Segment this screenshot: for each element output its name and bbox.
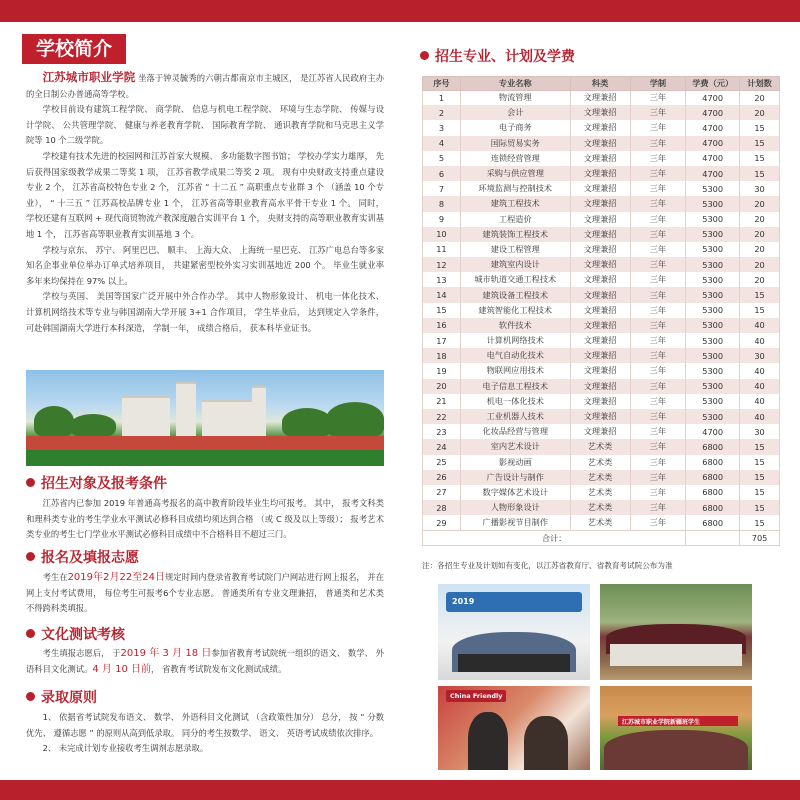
cell-major: 物流管理 bbox=[460, 90, 570, 105]
cell-major: 电子信息工程技术 bbox=[460, 379, 570, 394]
cell-category: 文理兼招 bbox=[570, 424, 630, 439]
cell-category: 文理兼招 bbox=[570, 242, 630, 257]
apply-paragraph bbox=[26, 570, 384, 617]
cell-category: 艺术类 bbox=[570, 515, 630, 530]
cell-duration: 三年 bbox=[630, 394, 686, 409]
cell-category: 文理兼招 bbox=[570, 394, 630, 409]
cell-category: 文理兼招 bbox=[570, 272, 630, 287]
apply-pre: 考生在 bbox=[42, 572, 68, 582]
cell-category: 艺术类 bbox=[570, 455, 630, 470]
table-row bbox=[423, 166, 780, 181]
cell-duration: 三年 bbox=[630, 515, 686, 530]
cell-number: 25 bbox=[423, 455, 461, 470]
cell-duration: 三年 bbox=[630, 196, 686, 211]
cell-tuition: 5300 bbox=[686, 379, 740, 394]
cell-quota: 15 bbox=[740, 515, 780, 530]
cell-duration: 三年 bbox=[630, 409, 686, 424]
cell-tuition: 4700 bbox=[686, 151, 740, 166]
table-row bbox=[423, 212, 780, 227]
photo-makeup-class bbox=[438, 686, 590, 770]
cell-category: 文理兼招 bbox=[570, 181, 630, 196]
cell-duration: 三年 bbox=[630, 272, 686, 287]
cell-tuition: 6800 bbox=[686, 500, 740, 515]
cell-number: 5 bbox=[423, 151, 461, 166]
intro-paragraph-1 bbox=[26, 70, 384, 102]
cell-tuition: 5300 bbox=[686, 272, 740, 287]
cell-number: 23 bbox=[423, 424, 461, 439]
cell-category: 文理兼招 bbox=[570, 90, 630, 105]
intro-paragraph-2: 学校目前设有建筑工程学院、 商学院、 信息与机电工程学院、 环境与生态学院、 传媒与设计学院、 公共管理学院、 健康与养老教育学院、 国际教育学院、 通识教育学院和马克思主义学院等 10 个二级学院。 bbox=[26, 104, 384, 146]
cell-duration: 三年 bbox=[630, 120, 686, 135]
cell-number: 10 bbox=[423, 227, 461, 242]
cell-major: 建筑智能化工程技术 bbox=[460, 303, 570, 318]
cell-category: 文理兼招 bbox=[570, 257, 630, 272]
cell-tuition: 6800 bbox=[686, 485, 740, 500]
cell-quota: 40 bbox=[740, 379, 780, 394]
table-row bbox=[423, 242, 780, 257]
cell-major: 建筑装饰工程技术 bbox=[460, 227, 570, 242]
cell-duration: 三年 bbox=[630, 181, 686, 196]
cell-quota: 20 bbox=[740, 227, 780, 242]
cell-tuition: 6800 bbox=[686, 455, 740, 470]
intro-title: 学校简介 bbox=[22, 34, 126, 64]
cell-major: 环境监测与控制技术 bbox=[460, 181, 570, 196]
cell-major: 工程造价 bbox=[460, 212, 570, 227]
exam-post: ， 省教育考试院发布文化测试成绩。 bbox=[151, 663, 287, 674]
table-row bbox=[423, 500, 780, 515]
cell-quota: 15 bbox=[740, 136, 780, 151]
table-row bbox=[423, 470, 780, 485]
cell-quota: 40 bbox=[740, 318, 780, 333]
cell-major: 广告设计与制作 bbox=[460, 470, 570, 485]
cell-tuition: 6800 bbox=[686, 470, 740, 485]
cell-duration: 三年 bbox=[630, 439, 686, 454]
admission-rule-1: 1、 依据省考试院发布语文、 数学、 外语科目文化测试 （含政策性加分） 总分， 按 “ 分数优先、 遵循志愿 ” 的原则从高到低录取。 同分的考生按数学、 语文、 英语考试成绩依次排序。 bbox=[26, 712, 384, 738]
cell-major: 广播影视节目制作 bbox=[460, 515, 570, 530]
cell-tuition: 5300 bbox=[686, 363, 740, 378]
cell-tuition: 4700 bbox=[686, 105, 740, 120]
apply-date: 2019年2月22至24日 bbox=[67, 572, 166, 583]
bullet-icon bbox=[420, 51, 429, 60]
cell-major: 计算机网络技术 bbox=[460, 333, 570, 348]
cell-duration: 三年 bbox=[630, 257, 686, 272]
cell-number: 16 bbox=[423, 318, 461, 333]
header-quota: 计划数 bbox=[740, 77, 780, 91]
header-duration: 学制 bbox=[630, 77, 686, 91]
cell-quota: 40 bbox=[740, 333, 780, 348]
cell-major: 人物形象设计 bbox=[460, 500, 570, 515]
table-row bbox=[423, 272, 780, 287]
apply-post: 规定时间内登录省教育考试院门户网站进行网上报名， 并在网上支付考试费用， 每位考生可报考6个专业志愿。 普通类所有专业文理兼招， 普通类和艺术类不得跨科类填报。 bbox=[26, 572, 384, 614]
table-row bbox=[423, 455, 780, 470]
cell-number: 19 bbox=[423, 363, 461, 378]
cell-duration: 三年 bbox=[630, 166, 686, 181]
admission-title: 录取原则 bbox=[41, 690, 97, 706]
cell-category: 文理兼招 bbox=[570, 287, 630, 302]
cell-number: 17 bbox=[423, 333, 461, 348]
cell-duration: 三年 bbox=[630, 151, 686, 166]
cell-number: 21 bbox=[423, 394, 461, 409]
header-category: 科类 bbox=[570, 77, 630, 91]
cell-quota: 15 bbox=[740, 303, 780, 318]
cell-category: 艺术类 bbox=[570, 439, 630, 454]
cell-duration: 三年 bbox=[630, 348, 686, 363]
cell-duration: 三年 bbox=[630, 470, 686, 485]
exam-mid: 参加省教育考试院统一组织的语文、 数学、 外语科目文化测试。 bbox=[26, 648, 384, 674]
table-row bbox=[423, 257, 780, 272]
cell-tuition: 5300 bbox=[686, 287, 740, 302]
targets-heading bbox=[26, 474, 167, 494]
enrollment-plan-table bbox=[422, 76, 780, 546]
table-row bbox=[423, 485, 780, 500]
cell-number: 4 bbox=[423, 136, 461, 151]
cell-tuition: 5300 bbox=[686, 212, 740, 227]
cell-major: 物联网应用技术 bbox=[460, 363, 570, 378]
cell-major: 建设工程管理 bbox=[460, 242, 570, 257]
cell-major: 国际贸易实务 bbox=[460, 136, 570, 151]
cell-tuition: 5300 bbox=[686, 303, 740, 318]
cell-tuition: 4700 bbox=[686, 120, 740, 135]
cell-quota: 20 bbox=[740, 196, 780, 211]
bullet-icon bbox=[26, 478, 35, 487]
cell-duration: 三年 bbox=[630, 379, 686, 394]
photo-banner-text-4: 江苏城市职业学院新疆班学生 bbox=[622, 719, 701, 726]
cell-quota: 20 bbox=[740, 105, 780, 120]
table-row bbox=[423, 196, 780, 211]
cell-category: 文理兼招 bbox=[570, 363, 630, 378]
table-row bbox=[423, 424, 780, 439]
cell-number: 1 bbox=[423, 90, 461, 105]
cell-quota: 40 bbox=[740, 409, 780, 424]
cell-tuition: 6800 bbox=[686, 515, 740, 530]
cell-category: 文理兼招 bbox=[570, 120, 630, 135]
cell-major: 城市轨道交通工程技术 bbox=[460, 272, 570, 287]
cell-duration: 三年 bbox=[630, 242, 686, 257]
admission-heading bbox=[26, 688, 97, 708]
targets-paragraph: 江苏省内已参加 2019 年普通高考报名的高中教育阶段毕业生均可报考。 其中， 报考文科类和理科类专业的考生学业水平测试必修科目成绩均须达到合格 （或 C 级及以上等级）； 报考艺术类专业的考生七门学业水平测试必修科目成绩中不合格科目不超过三门。 bbox=[26, 498, 384, 540]
cell-number: 29 bbox=[423, 515, 461, 530]
plan-title: 招生专业、计划及学费 bbox=[435, 49, 575, 65]
top-band bbox=[0, 0, 800, 22]
cell-major: 连锁经营管理 bbox=[460, 151, 570, 166]
cell-number: 20 bbox=[423, 379, 461, 394]
apply-title: 报名及填报志愿 bbox=[41, 550, 139, 566]
table-row bbox=[423, 151, 780, 166]
cell-major: 机电一体化技术 bbox=[460, 394, 570, 409]
bullet-icon bbox=[26, 552, 35, 561]
cell-tuition: 4700 bbox=[686, 136, 740, 151]
targets-text bbox=[26, 496, 384, 543]
total-label: 合计： bbox=[423, 530, 686, 545]
cell-major: 电气自动化技术 bbox=[460, 348, 570, 363]
cell-category: 文理兼招 bbox=[570, 105, 630, 120]
table-row bbox=[423, 363, 780, 378]
cell-duration: 三年 bbox=[630, 485, 686, 500]
table-row bbox=[423, 136, 780, 151]
cell-major: 数字媒体艺术设计 bbox=[460, 485, 570, 500]
exam-result-date: 4 月 10 日前 bbox=[92, 663, 152, 675]
cell-number: 28 bbox=[423, 500, 461, 515]
table-row bbox=[423, 394, 780, 409]
header-major: 专业名称 bbox=[460, 77, 570, 91]
cell-duration: 三年 bbox=[630, 90, 686, 105]
table-row bbox=[423, 348, 780, 363]
cell-tuition: 5300 bbox=[686, 394, 740, 409]
cell-major: 工业机器人技术 bbox=[460, 409, 570, 424]
table-row bbox=[423, 318, 780, 333]
bullet-icon bbox=[26, 629, 35, 638]
header-tuition: 学费（元） bbox=[686, 77, 740, 91]
cell-quota: 20 bbox=[740, 212, 780, 227]
cell-number: 12 bbox=[423, 257, 461, 272]
cell-quota: 15 bbox=[740, 485, 780, 500]
exam-paragraph bbox=[26, 646, 384, 677]
cell-quota: 15 bbox=[740, 455, 780, 470]
bottom-band bbox=[0, 780, 800, 800]
cell-tuition: 6800 bbox=[686, 439, 740, 454]
exam-date: 2019 年 3 月 18 日 bbox=[120, 648, 212, 659]
table-total-row bbox=[423, 530, 780, 545]
cell-number: 24 bbox=[423, 439, 461, 454]
cell-duration: 三年 bbox=[630, 424, 686, 439]
cell-duration: 三年 bbox=[630, 303, 686, 318]
cell-category: 文理兼招 bbox=[570, 166, 630, 181]
cell-quota: 15 bbox=[740, 439, 780, 454]
cell-quota: 30 bbox=[740, 181, 780, 196]
campus-photo bbox=[26, 370, 384, 466]
cell-tuition: 5300 bbox=[686, 409, 740, 424]
cell-major: 建筑工程技术 bbox=[460, 196, 570, 211]
cell-quota: 20 bbox=[740, 242, 780, 257]
cell-number: 14 bbox=[423, 287, 461, 302]
targets-title: 招生对象及报考条件 bbox=[41, 476, 167, 492]
cell-major: 化妆品经营与管理 bbox=[460, 424, 570, 439]
cell-category: 文理兼招 bbox=[570, 227, 630, 242]
cell-quota: 15 bbox=[740, 500, 780, 515]
cell-category: 艺术类 bbox=[570, 500, 630, 515]
table-row bbox=[423, 181, 780, 196]
cell-quota: 30 bbox=[740, 424, 780, 439]
cell-duration: 三年 bbox=[630, 212, 686, 227]
cell-number: 26 bbox=[423, 470, 461, 485]
cell-tuition: 5300 bbox=[686, 257, 740, 272]
cell-tuition: 4700 bbox=[686, 90, 740, 105]
cell-category: 文理兼招 bbox=[570, 409, 630, 424]
cell-number: 22 bbox=[423, 409, 461, 424]
cell-number: 7 bbox=[423, 181, 461, 196]
cell-category: 文理兼招 bbox=[570, 333, 630, 348]
cell-number: 15 bbox=[423, 303, 461, 318]
cell-category: 文理兼招 bbox=[570, 136, 630, 151]
cell-duration: 三年 bbox=[630, 227, 686, 242]
cell-tuition: 5300 bbox=[686, 196, 740, 211]
cell-category: 文理兼招 bbox=[570, 303, 630, 318]
cell-number: 18 bbox=[423, 348, 461, 363]
total-value: 705 bbox=[740, 530, 780, 545]
cell-quota: 40 bbox=[740, 394, 780, 409]
cell-tuition: 5300 bbox=[686, 348, 740, 363]
table-row bbox=[423, 333, 780, 348]
cell-quota: 15 bbox=[740, 151, 780, 166]
cell-number: 11 bbox=[423, 242, 461, 257]
table-row bbox=[423, 379, 780, 394]
exam-heading bbox=[26, 625, 125, 645]
intro-text bbox=[26, 70, 384, 336]
apply-text bbox=[26, 570, 384, 617]
cell-tuition: 5300 bbox=[686, 242, 740, 257]
photo-banner-text: 2019 bbox=[452, 597, 475, 606]
cell-number: 8 bbox=[423, 196, 461, 211]
cell-quota: 20 bbox=[740, 90, 780, 105]
cell-duration: 三年 bbox=[630, 500, 686, 515]
table-row bbox=[423, 409, 780, 424]
school-name: 江苏城市职业学院 bbox=[42, 70, 136, 84]
table-row bbox=[423, 90, 780, 105]
intro-paragraph-3: 学校建有技术先进的校园网和江苏首家大规模、 多功能数字图书馆； 学校办学实力雄厚， 先后获得国家级教学成果二等奖 1 项， 江苏省教学成果二等奖 2 项。 现有中央财政支持重点建设专业 2 个， 江苏省高校特色专业 2 个， 江苏省 “ 十二五 ” 高职重点专业群 3 个 （涵盖 10 个专业）， “ 十三五 ” 江苏高校品牌专业 1 个， 江苏省高等职业教育高水平骨干专业 1 个。 同时， 学校还建有互联网 + 现代商贸物流产教深度融合实训平台 1 个， 央财支持的高等职业教育实训基地 1 个， 江苏省高等职业教育实训基地 3 个。 bbox=[26, 150, 384, 239]
cell-number: 2 bbox=[423, 105, 461, 120]
table-row bbox=[423, 439, 780, 454]
table-row bbox=[423, 287, 780, 302]
table-row bbox=[423, 303, 780, 318]
admission-text bbox=[26, 710, 384, 757]
cell-major: 软件技术 bbox=[460, 318, 570, 333]
bullet-icon bbox=[26, 692, 35, 701]
table-row bbox=[423, 120, 780, 135]
cell-quota: 15 bbox=[740, 470, 780, 485]
cell-tuition: 5300 bbox=[686, 227, 740, 242]
photo-group-event bbox=[438, 584, 590, 680]
cell-category: 文理兼招 bbox=[570, 151, 630, 166]
cell-number: 27 bbox=[423, 485, 461, 500]
cell-category: 艺术类 bbox=[570, 470, 630, 485]
cell-duration: 三年 bbox=[630, 318, 686, 333]
table-row bbox=[423, 515, 780, 530]
cell-category: 文理兼招 bbox=[570, 318, 630, 333]
photo-team bbox=[600, 584, 752, 680]
cell-duration: 三年 bbox=[630, 136, 686, 151]
cell-category: 文理兼招 bbox=[570, 212, 630, 227]
cell-tuition: 4700 bbox=[686, 166, 740, 181]
exam-title: 文化测试考核 bbox=[41, 627, 125, 643]
cell-tuition: 4700 bbox=[686, 424, 740, 439]
cell-duration: 三年 bbox=[630, 363, 686, 378]
cell-category: 文理兼招 bbox=[570, 379, 630, 394]
total-empty-cell bbox=[686, 530, 740, 545]
exam-pre: 考生填报志愿后， 于 bbox=[42, 648, 121, 658]
cell-duration: 三年 bbox=[630, 455, 686, 470]
intro-p1-text: 坐落于钟灵毓秀的六朝古都南京市主城区， 是江苏省人民政府主办的全日制公办普通高等学校。 bbox=[26, 73, 385, 99]
cell-major: 会计 bbox=[460, 105, 570, 120]
cell-number: 13 bbox=[423, 272, 461, 287]
cell-quota: 15 bbox=[740, 120, 780, 135]
cell-category: 文理兼招 bbox=[570, 196, 630, 211]
table-header-row bbox=[423, 77, 780, 91]
table-row bbox=[423, 105, 780, 120]
photo-student-group bbox=[600, 686, 752, 770]
cell-number: 6 bbox=[423, 166, 461, 181]
cell-major: 电子商务 bbox=[460, 120, 570, 135]
cell-quota: 30 bbox=[740, 348, 780, 363]
cell-major: 室内艺术设计 bbox=[460, 439, 570, 454]
cell-quota: 15 bbox=[740, 166, 780, 181]
cell-major: 建筑室内设计 bbox=[460, 257, 570, 272]
admission-rule-2: 2、 未完成计划专业接收考生调剂志愿录取。 bbox=[42, 743, 209, 754]
apply-heading bbox=[26, 548, 139, 568]
intro-paragraph-4: 学校与京东、 苏宁、 阿里巴巴、 顺丰、 上海大众、 上海统一星巴克、 江苏广电总台等多家知名企事业单位举办订单式培养项目， 共建紧密型校外实习实训基地近 200 个。 毕业生就业率多年来均保持在 97% 以上。 bbox=[26, 244, 384, 286]
cell-quota: 20 bbox=[740, 272, 780, 287]
header-number: 序号 bbox=[423, 77, 461, 91]
cell-quota: 40 bbox=[740, 363, 780, 378]
cell-quota: 15 bbox=[740, 287, 780, 302]
cell-major: 建筑设备工程技术 bbox=[460, 287, 570, 302]
cell-duration: 三年 bbox=[630, 333, 686, 348]
exam-text bbox=[26, 646, 384, 677]
intro-paragraph-5: 学校与英国、 美国等国家广泛开展中外合作办学。 其中人物形象设计、 机电一体化技术、 计算机网络技术等专业与韩国湖南大学开展 3+1 合作项目， 学生毕业后， 达到规定入学条件， 可赴韩国湖南大学进行本科深造， 学制一年， 成绩合格后， 获本科毕业证书。 bbox=[26, 291, 384, 333]
cell-tuition: 5300 bbox=[686, 181, 740, 196]
photo-banner-text-3: China Friendly bbox=[450, 692, 503, 700]
cell-tuition: 5300 bbox=[686, 318, 740, 333]
plan-heading bbox=[420, 47, 575, 67]
cell-major: 影视动画 bbox=[460, 455, 570, 470]
cell-tuition: 5300 bbox=[686, 333, 740, 348]
cell-number: 9 bbox=[423, 212, 461, 227]
cell-number: 3 bbox=[423, 120, 461, 135]
plan-note: 注：各招生专业及计划如有变化，以江苏省教育厅、省教育考试院公布为准 bbox=[422, 561, 673, 570]
table-row bbox=[423, 227, 780, 242]
cell-quota: 20 bbox=[740, 257, 780, 272]
cell-category: 艺术类 bbox=[570, 485, 630, 500]
cell-duration: 三年 bbox=[630, 287, 686, 302]
cell-major: 采购与供应管理 bbox=[460, 166, 570, 181]
cell-category: 文理兼招 bbox=[570, 348, 630, 363]
cell-duration: 三年 bbox=[630, 105, 686, 120]
